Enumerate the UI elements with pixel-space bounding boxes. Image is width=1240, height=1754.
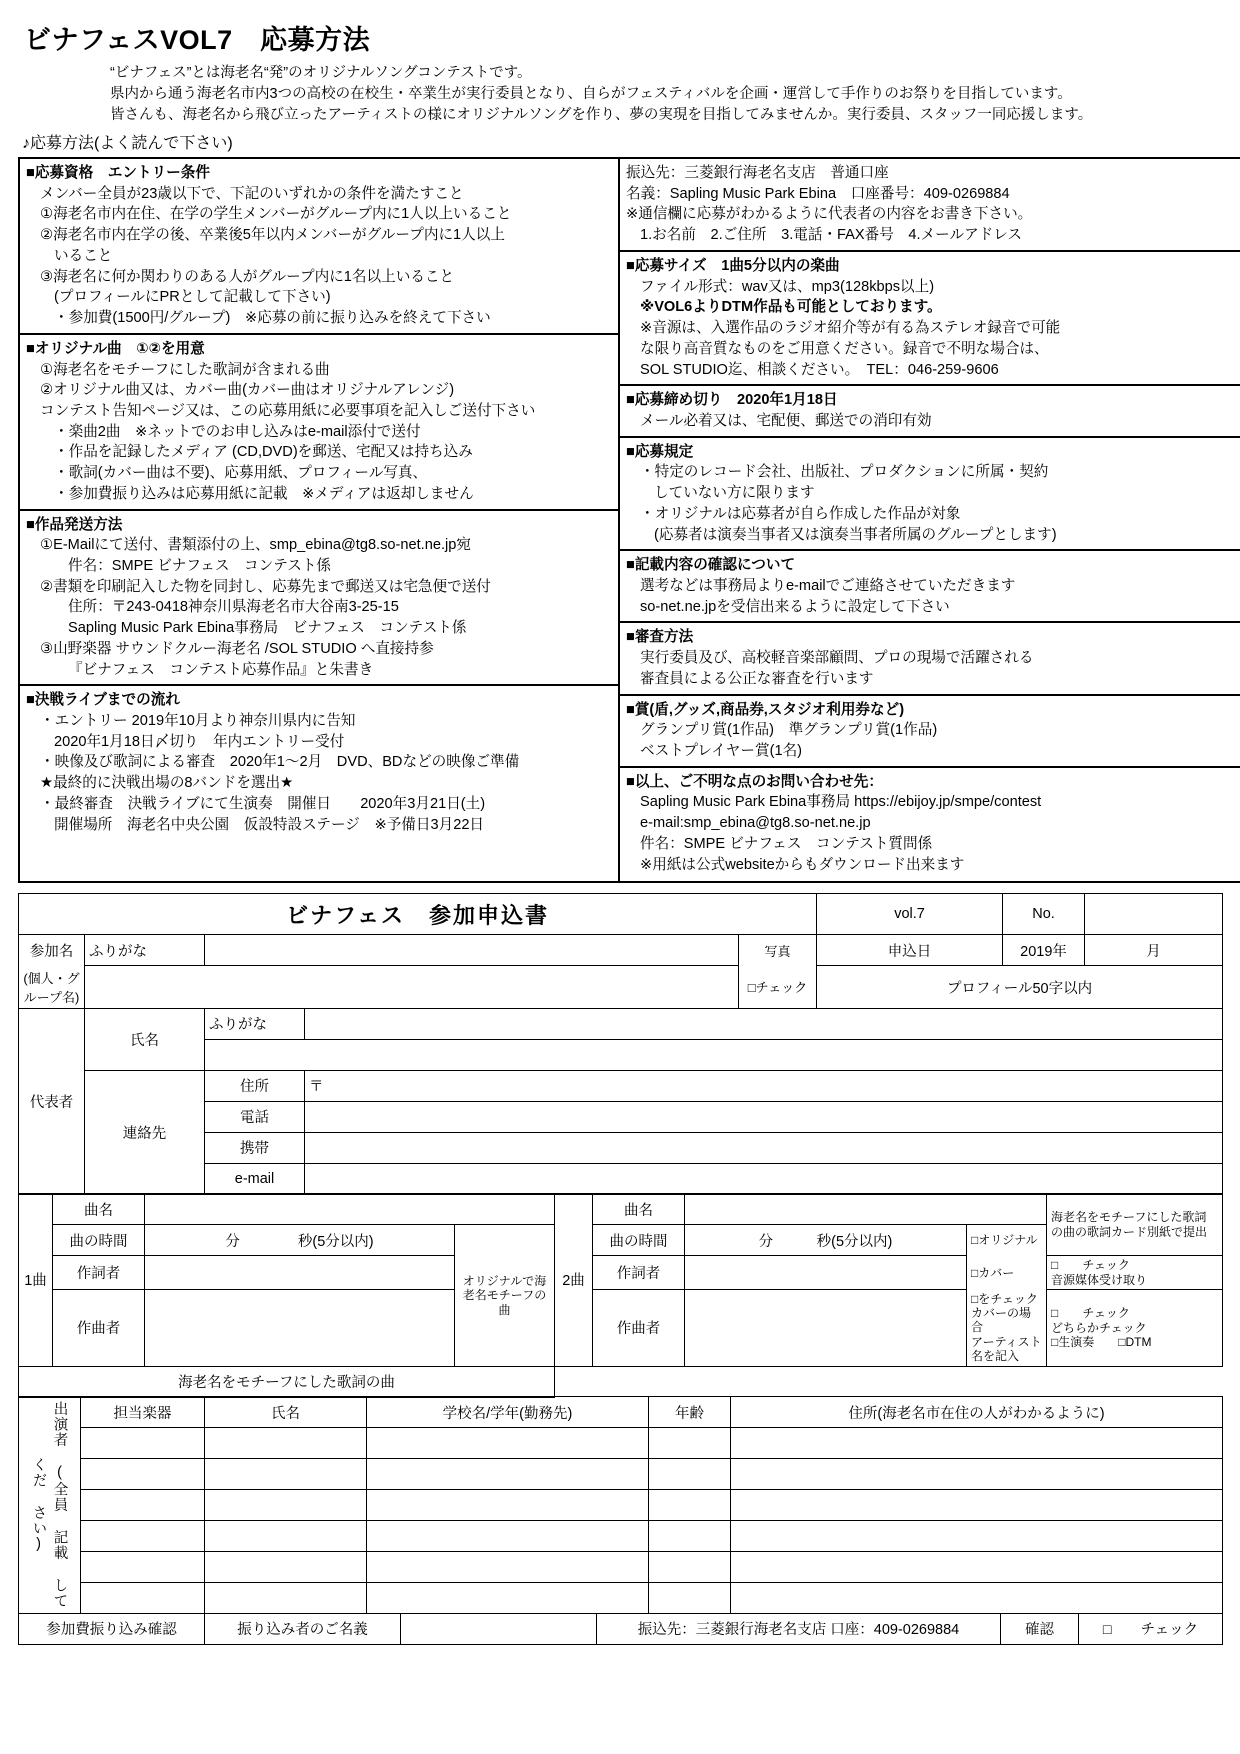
media-receipt-note (1047, 1256, 1223, 1290)
performer-cell[interactable] (649, 1552, 731, 1583)
participant-name-input[interactable] (85, 966, 739, 1009)
payer-name-label: 振り込み者のご名義 (205, 1613, 401, 1644)
song2-option-original[interactable]: □オリジナル (967, 1225, 1047, 1256)
block-bank-transfer: 振込先：三菱銀行海老名支店 普通口座 名義：Sapling Music Park Ebina 口座番号：409-0269884 ※通信欄に応募がわかるように代表者の内容をお書き下さい。 1.お名前 2.ご住所 3.電話・FAX番号 4.メールアドレス (626, 165, 1033, 244)
song2-time-input[interactable] (685, 1225, 967, 1256)
instructions-left-column (19, 158, 619, 882)
performer-cell[interactable] (649, 1459, 731, 1490)
intro-text (110, 63, 1222, 126)
artist-line: アーティスト (971, 1334, 1042, 1349)
divider (620, 621, 1240, 623)
rep-tel-input[interactable] (305, 1101, 1223, 1132)
block-judging: ■審査方法 実行委員及び、高校軽音楽部顧問、プロの現場で活躍される 審査員による公正な審査を行います (626, 629, 1034, 687)
live-dtm-options[interactable]: □生演奏 □DTM (1051, 1335, 1152, 1350)
form-title: ビナフェス 参加申込書 (19, 894, 817, 935)
cover-check-line: □をチェック (971, 1291, 1038, 1306)
artist-name-line: 名を記入 (971, 1349, 1020, 1364)
media-receipt-label: 音源媒体受け取り (1051, 1272, 1148, 1287)
song1-lyricist-label: 作詞者 (53, 1256, 145, 1290)
block-original-song: ■オリジナル曲 ①②を用意 ①海老名をモチーフにした歌詞が含まれる曲 ②オリジナル曲又は、カバー曲(カバー曲はオリジナルアレンジ) コンテスト告知ページ又は、この応募用紙に必要事項を記入しご送付下さい ・楽曲2曲 ※ネットでのお申し込みはe-mail添付で送付 ・作品を記録したメディア (CD,DVD)を郵送、宅配又は持ち込み ・歌詞(カバー曲は不要)、応募用紙、プロフィール写真、 ・参加費振り込みは応募用紙に記載 ※メディアは返却しません (26, 340, 536, 502)
performer-cell[interactable] (81, 1521, 205, 1552)
song1-note: オリジナルで海老名モチーフの曲 (455, 1225, 555, 1366)
application-form (18, 893, 1222, 1644)
divider (20, 509, 618, 511)
performer-cell[interactable] (205, 1459, 367, 1490)
apply-month[interactable]: 月 (1085, 935, 1223, 966)
performer-cell[interactable] (731, 1583, 1223, 1614)
performer-cell[interactable] (649, 1490, 731, 1521)
performer-cell[interactable] (205, 1583, 367, 1614)
performer-cell[interactable] (205, 1552, 367, 1583)
performer-cell[interactable] (367, 1459, 649, 1490)
song1-lyricist-input[interactable] (145, 1256, 455, 1290)
cover-case-line: カバーの場合 (971, 1306, 1032, 1335)
song2-lyricist-label: 作詞者 (593, 1256, 685, 1290)
divider (620, 384, 1240, 386)
song2-second: 秒(5分以内) (816, 1233, 893, 1250)
payment-table (18, 1613, 1223, 1645)
payer-name-input[interactable] (401, 1613, 597, 1644)
divider (620, 549, 1240, 551)
divider (20, 333, 618, 335)
song1-label: 1曲 (19, 1194, 53, 1366)
rep-name-input[interactable] (205, 1039, 1223, 1070)
check-label-2[interactable]: □ チェック (1051, 1306, 1130, 1321)
song1-time-input[interactable] (145, 1225, 455, 1256)
check-label-1[interactable]: □ チェック (1051, 1258, 1130, 1273)
rep-mobile-input[interactable] (305, 1132, 1223, 1163)
song1-title-label: 曲名 (53, 1194, 145, 1225)
either-check-label: どちらかチェック (1051, 1320, 1147, 1335)
performer-label-text: 出演者 (全員 記載 して くだ さい) (30, 1401, 68, 1609)
performer-cell[interactable] (205, 1490, 367, 1521)
apply-year[interactable]: 2019年 (1003, 935, 1085, 966)
song2-cover-artist-note (967, 1290, 1047, 1366)
songs-spacer (555, 1366, 1223, 1397)
performer-cell[interactable] (731, 1490, 1223, 1521)
confirm-checkbox[interactable]: □ チェック (1079, 1613, 1223, 1644)
song1-composer-input[interactable] (145, 1290, 455, 1366)
intro-line-2: 県内から通う海老名市内3つの高校の在校生・卒業生が実行委員となり、自らがフェスティバルを企画・運営して手作りのお祭りを目指しています。 (110, 86, 1072, 103)
performer-header-instrument: 担当楽器 (81, 1397, 205, 1428)
form-table (18, 893, 1223, 1195)
block-contact: ■以上、ご不明な点のお問い合わせ先： Sapling Music Park Ebina事務局 https://ebijoy.jp/smpe/contest e-mail:smp_ebina@tg8.so-net.ne.jp 件名：SMPE ビナフェス コンテスト質問係 ※用紙は公式websiteからもダウンロード出来ます (626, 773, 1042, 873)
performer-cell[interactable] (81, 1490, 205, 1521)
song2-title-label: 曲名 (593, 1194, 685, 1225)
photo-label: 写真 (739, 935, 817, 966)
performer-header-name: 氏名 (205, 1397, 367, 1428)
divider (620, 766, 1240, 768)
performer-cell[interactable] (81, 1583, 205, 1614)
howto-heading: ♪応募方法(よく読んで下さい) (22, 135, 233, 153)
song1-bottom-note: 海老名をモチーフにした歌詞の曲 (19, 1366, 555, 1397)
rep-address-label: 住所 (205, 1070, 305, 1101)
profile-note: プロフィール50字以内 (817, 966, 1223, 1009)
participant-furigana-input[interactable] (205, 935, 739, 966)
song2-option-cover[interactable]: □カバー (967, 1256, 1047, 1290)
song2-label: 2曲 (555, 1194, 593, 1366)
performer-cell[interactable] (731, 1521, 1223, 1552)
confirm-label: 確認 (1001, 1613, 1079, 1644)
divider (620, 436, 1240, 438)
song1-minute: 分 (225, 1233, 240, 1250)
apply-date-label: 申込日 (817, 935, 1003, 966)
divider (620, 694, 1240, 696)
song2-title-input[interactable] (685, 1194, 1047, 1225)
performer-cell[interactable] (205, 1428, 367, 1459)
performer-cell[interactable] (367, 1583, 649, 1614)
participant-furigana-label: ふりがな (85, 935, 205, 966)
divider (620, 250, 1240, 252)
performance-type-note (1047, 1290, 1223, 1366)
song1-title-input[interactable] (145, 1194, 555, 1225)
block-prizes: ■賞(盾,グッズ,商品券,スタジオ利用券など) グランプリ賞(1作品) 準グランプリ賞(1作品) ベストプレイヤー賞(1名) (626, 701, 938, 760)
performer-cell[interactable] (367, 1490, 649, 1521)
performer-cell[interactable] (205, 1521, 367, 1552)
performer-cell[interactable] (649, 1521, 731, 1552)
rep-email-input[interactable] (305, 1163, 1223, 1194)
song2-composer-input[interactable] (685, 1290, 967, 1366)
participant-name-label: 参加名 (19, 935, 85, 966)
song1-second: 秒(5分以内) (297, 1233, 374, 1250)
rep-email-label: e-mail (205, 1163, 305, 1194)
song2-time-label: 曲の時間 (593, 1225, 685, 1256)
rep-address-input[interactable]: 〒 (305, 1070, 1223, 1101)
representative-label: 代表者 (19, 1008, 85, 1194)
form-no-label: No. (1003, 894, 1085, 935)
intro-line-1: “ビナフェス”とは海老名“発”のオリジナルソングコンテストです。 (110, 65, 532, 81)
song1-composer-label: 作曲者 (53, 1290, 145, 1366)
block-eligibility: ■応募資格 エントリー条件 メンバー全員が23歳以下で、下記のいずれかの条件を満たすこと ①海老名市内在住、在学の学生メンバーがグループ内に1人以上いること ②海老名市内在学の後、卒業後5年以内メンバーがグループ内に1人以上 いること ③海老名に何か関わりのある人がグループ内に1名以上いること (プロフィールにPRとして記載して下さい) ・参加費(1500円/グループ) ※応募の前に振り込みを終えて下さい (26, 165, 512, 327)
performer-cell[interactable] (649, 1428, 731, 1459)
rep-tel-label: 電話 (205, 1101, 305, 1132)
performer-cell[interactable] (731, 1459, 1223, 1490)
intro-line-3: 皆さんも、海老名から飛び立ったアーティストの様にオリジナルソングを作り、夢の実現を目指してみませんか。実行委員、スタッフ一同応援します。 (110, 107, 1093, 124)
performer-cell[interactable] (367, 1552, 649, 1583)
lyric-card-note: 海老名をモチーフにした歌詞の曲の歌詞カード別紙で提出 (1047, 1194, 1223, 1256)
performer-label (19, 1397, 81, 1614)
performer-cell[interactable] (731, 1428, 1223, 1459)
performers-table (18, 1396, 1223, 1614)
performer-cell[interactable] (81, 1459, 205, 1490)
block-file-size: ■応募サイズ 1曲5分以内の楽曲 ファイル形式：wav又は、mp3(128kbps以上) ※VOL6よりDTM作品も可能としております。 ※音源は、入選作品のラジオ紹介等が有る為ステレオ録音で可能 な限り高音質なものをご用意ください。録音で不明な場合は、 SOL STUDIO迄、相談ください。 TEL：046-259-9606 (626, 257, 1061, 378)
fee-confirm-label: 参加費振り込み確認 (19, 1613, 205, 1644)
performer-cell[interactable] (81, 1552, 205, 1583)
divider (20, 684, 618, 686)
performer-cell[interactable] (649, 1583, 731, 1614)
performer-cell[interactable] (731, 1552, 1223, 1583)
song1-time-label: 曲の時間 (53, 1225, 145, 1256)
performer-header-age: 年齢 (649, 1397, 731, 1428)
rep-name-furigana-input[interactable] (305, 1008, 1223, 1039)
performer-header-address: 住所(海老名市在住の人がわかるように) (731, 1397, 1223, 1428)
block-schedule: ■決戦ライブまでの流れ ・エントリー 2019年10月より神奈川県内に告知 2020年1月18日〆切り 年内エントリー受付 ・映像及び歌詞による審査 2020年1〜2月 DVD、BDなどの映像ご準備 ★最終的に決戦出場の8バンドを選出★ ・最終審査 決戦ライブにて生演奏 開催日 2020年3月21日(土) 開催場所 海老名中央公園 仮設特設ステージ ※予備日3月22日 (26, 692, 520, 833)
rep-contact-label: 連絡先 (85, 1070, 205, 1194)
photo-check[interactable]: □チェック (739, 966, 817, 1009)
block-deadline: ■応募締め切り 2020年1月18日 メール必着又は、宅配便、郵送での消印有効 (626, 392, 932, 429)
rep-mobile-label: 携帯 (205, 1132, 305, 1163)
songs-table (18, 1193, 1223, 1397)
song2-minute: 分 (758, 1233, 774, 1250)
rep-name-furigana-label: ふりがな (205, 1008, 305, 1039)
song2-lyricist-input[interactable] (685, 1256, 967, 1290)
block-confirmation: ■記載内容の確認について 選考などは事務局よりe-mailでご連絡させていただきます so-net.ne.jpを受信出来るように設定して下さい (626, 557, 1016, 615)
rep-name-label: 氏名 (85, 1008, 205, 1070)
performer-header-school: 学校名/学年(勤務先) (367, 1397, 649, 1428)
song2-composer-label: 作曲者 (593, 1290, 685, 1366)
form-vol: vol.7 (817, 894, 1003, 935)
performer-cell[interactable] (367, 1521, 649, 1552)
form-no-input[interactable] (1085, 894, 1223, 935)
page-title: ビナフェスVOL7 応募方法 (24, 25, 371, 55)
instructions-right-column (619, 158, 1240, 882)
bank-note: 振込先：三菱銀行海老名支店 口座：409-0269884 (597, 1613, 1001, 1644)
performer-cell[interactable] (367, 1428, 649, 1459)
block-submission-method: ■作品発送方法 ①E-Mailにて送付、書類添付の上、smp_ebina@tg8.so-net.ne.jp宛 件名：SMPE ビナフェス コンテスト係 ②書類を印刷記入した物を同封し、応募先まで郵送又は宅急便で送付 住所：〒243-0418神奈川県海老名市大谷南3-25-15 Sapling Music Park Ebina事務局 ビナフェス コンテスト係 ③山野楽器 サウンドクルー海老名 /SOL STUDIO へ直接持参 『ビナフェス コンテスト応募作品』と朱書き (26, 516, 491, 678)
participant-name-sublabel: (個人・グループ名) (19, 966, 85, 1009)
block-rules: ■応募規定 ・特定のレコード会社、出版社、プロダクションに所属・契約 していない方に限ります ・オリジナルは応募者が自ら作成した作品が対象 (応募者は演奏当事者又は演奏当事者所属のグループとします) (626, 443, 1057, 543)
instructions-table (18, 157, 1240, 883)
performer-cell[interactable] (81, 1428, 205, 1459)
